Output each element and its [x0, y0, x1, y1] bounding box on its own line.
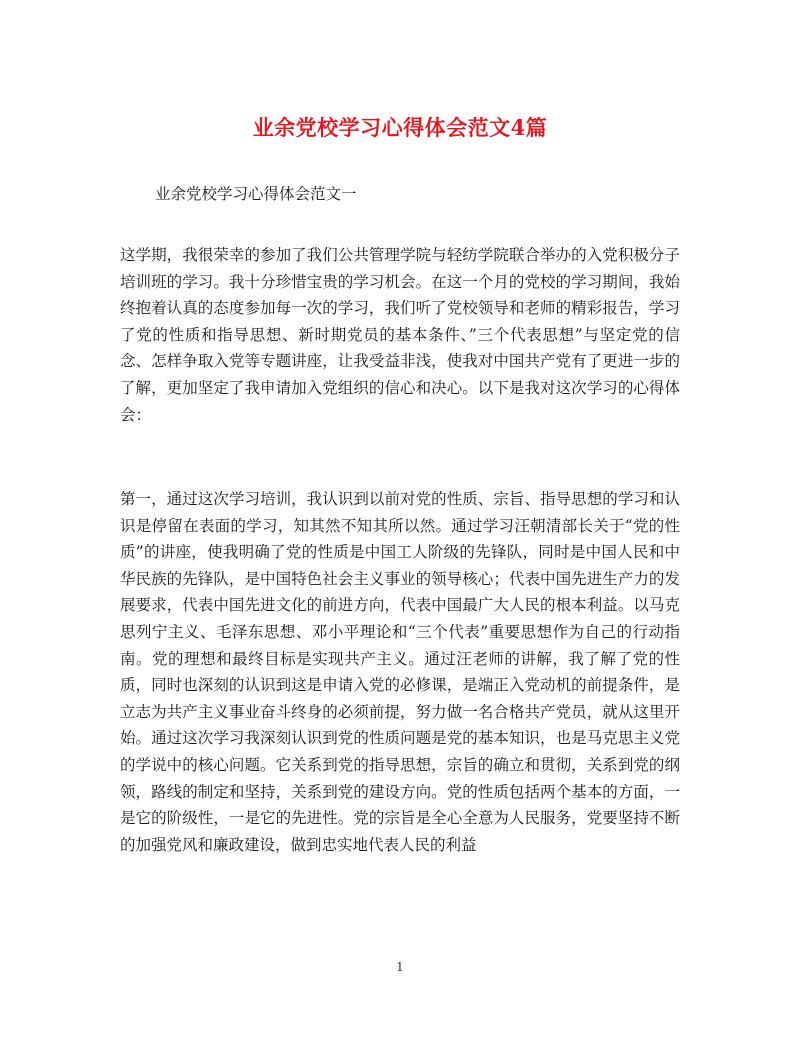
section-heading: 业余党校学习心得体会范文一: [155, 185, 357, 203]
page-number: 1: [396, 960, 404, 974]
paragraph-first-point: 第一，通过这次学习培训，我认识到以前对党的性质、宗旨、指导思想的学习和认识是停留在表面的学习，知其然不知其所以然。通过学习汪朝清部长关于“党的性质”的讲座，使我明确了党的性质是中国工人阶级的先锋队，同时是中国人民和中华民族的先锋队，是中国特色社会主义事业的领导核心；代表中国先进生产力的发展要求，代表中国先进文化的前进方向，代表中国最广大人民的根本利益。以马克思列宁主义、毛泽东思想、邓小平理论和“三个代表”重要思想作为自己的行动指南。党的理想和最终目标是实现共产主义。通过汪老师的讲解，我了解了党的性质，同时也深刻的认识到这是申请入党的必修课，是端正入党动机的前提条件，是立志为共产主义事业奋斗终身的必须前提，努力做一名合格共产党员，就从这里开始。通过这次学习我深刻认识到党的性质问题是党的基本知识，也是马克思主义党的学说中的核心问题。它关系到党的指导思想，宗旨的确立和贯彻，关系到党的纲领，路线的制定和坚持，关系到党的建设方向。党的性质包括两个基本的方面，一是它的阶级性，一是它的先进性。党的宗旨是全心全意为人民服务，党要坚持不断的加强党风和廉政建设，做到忠实地代表人民的利益: [120, 490, 680, 854]
document-title: 业余党校学习心得体会范文4篇: [252, 115, 548, 140]
paragraph-intro: 这学期，我很荣幸的参加了我们公共管理学院与轻纺学院联合举办的入党积极分子培训班的学习。我十分珍惜宝贵的学习机会。在这一个月的党校的学习期间，我始终抱着认真的态度参加每一次的学习，我们听了党校领导和老师的精彩报告，学习了党的性质和指导思想、新时期党员的基本条件、”三个代表思想”与坚定党的信念、怎样争取入党等专题讲座，让我受益非浅，使我对中国共产党有了更进一步的了解，更加坚定了我申请加入党组织的信心和决心。以下是我对这次学习的心得体会：: [120, 246, 680, 424]
